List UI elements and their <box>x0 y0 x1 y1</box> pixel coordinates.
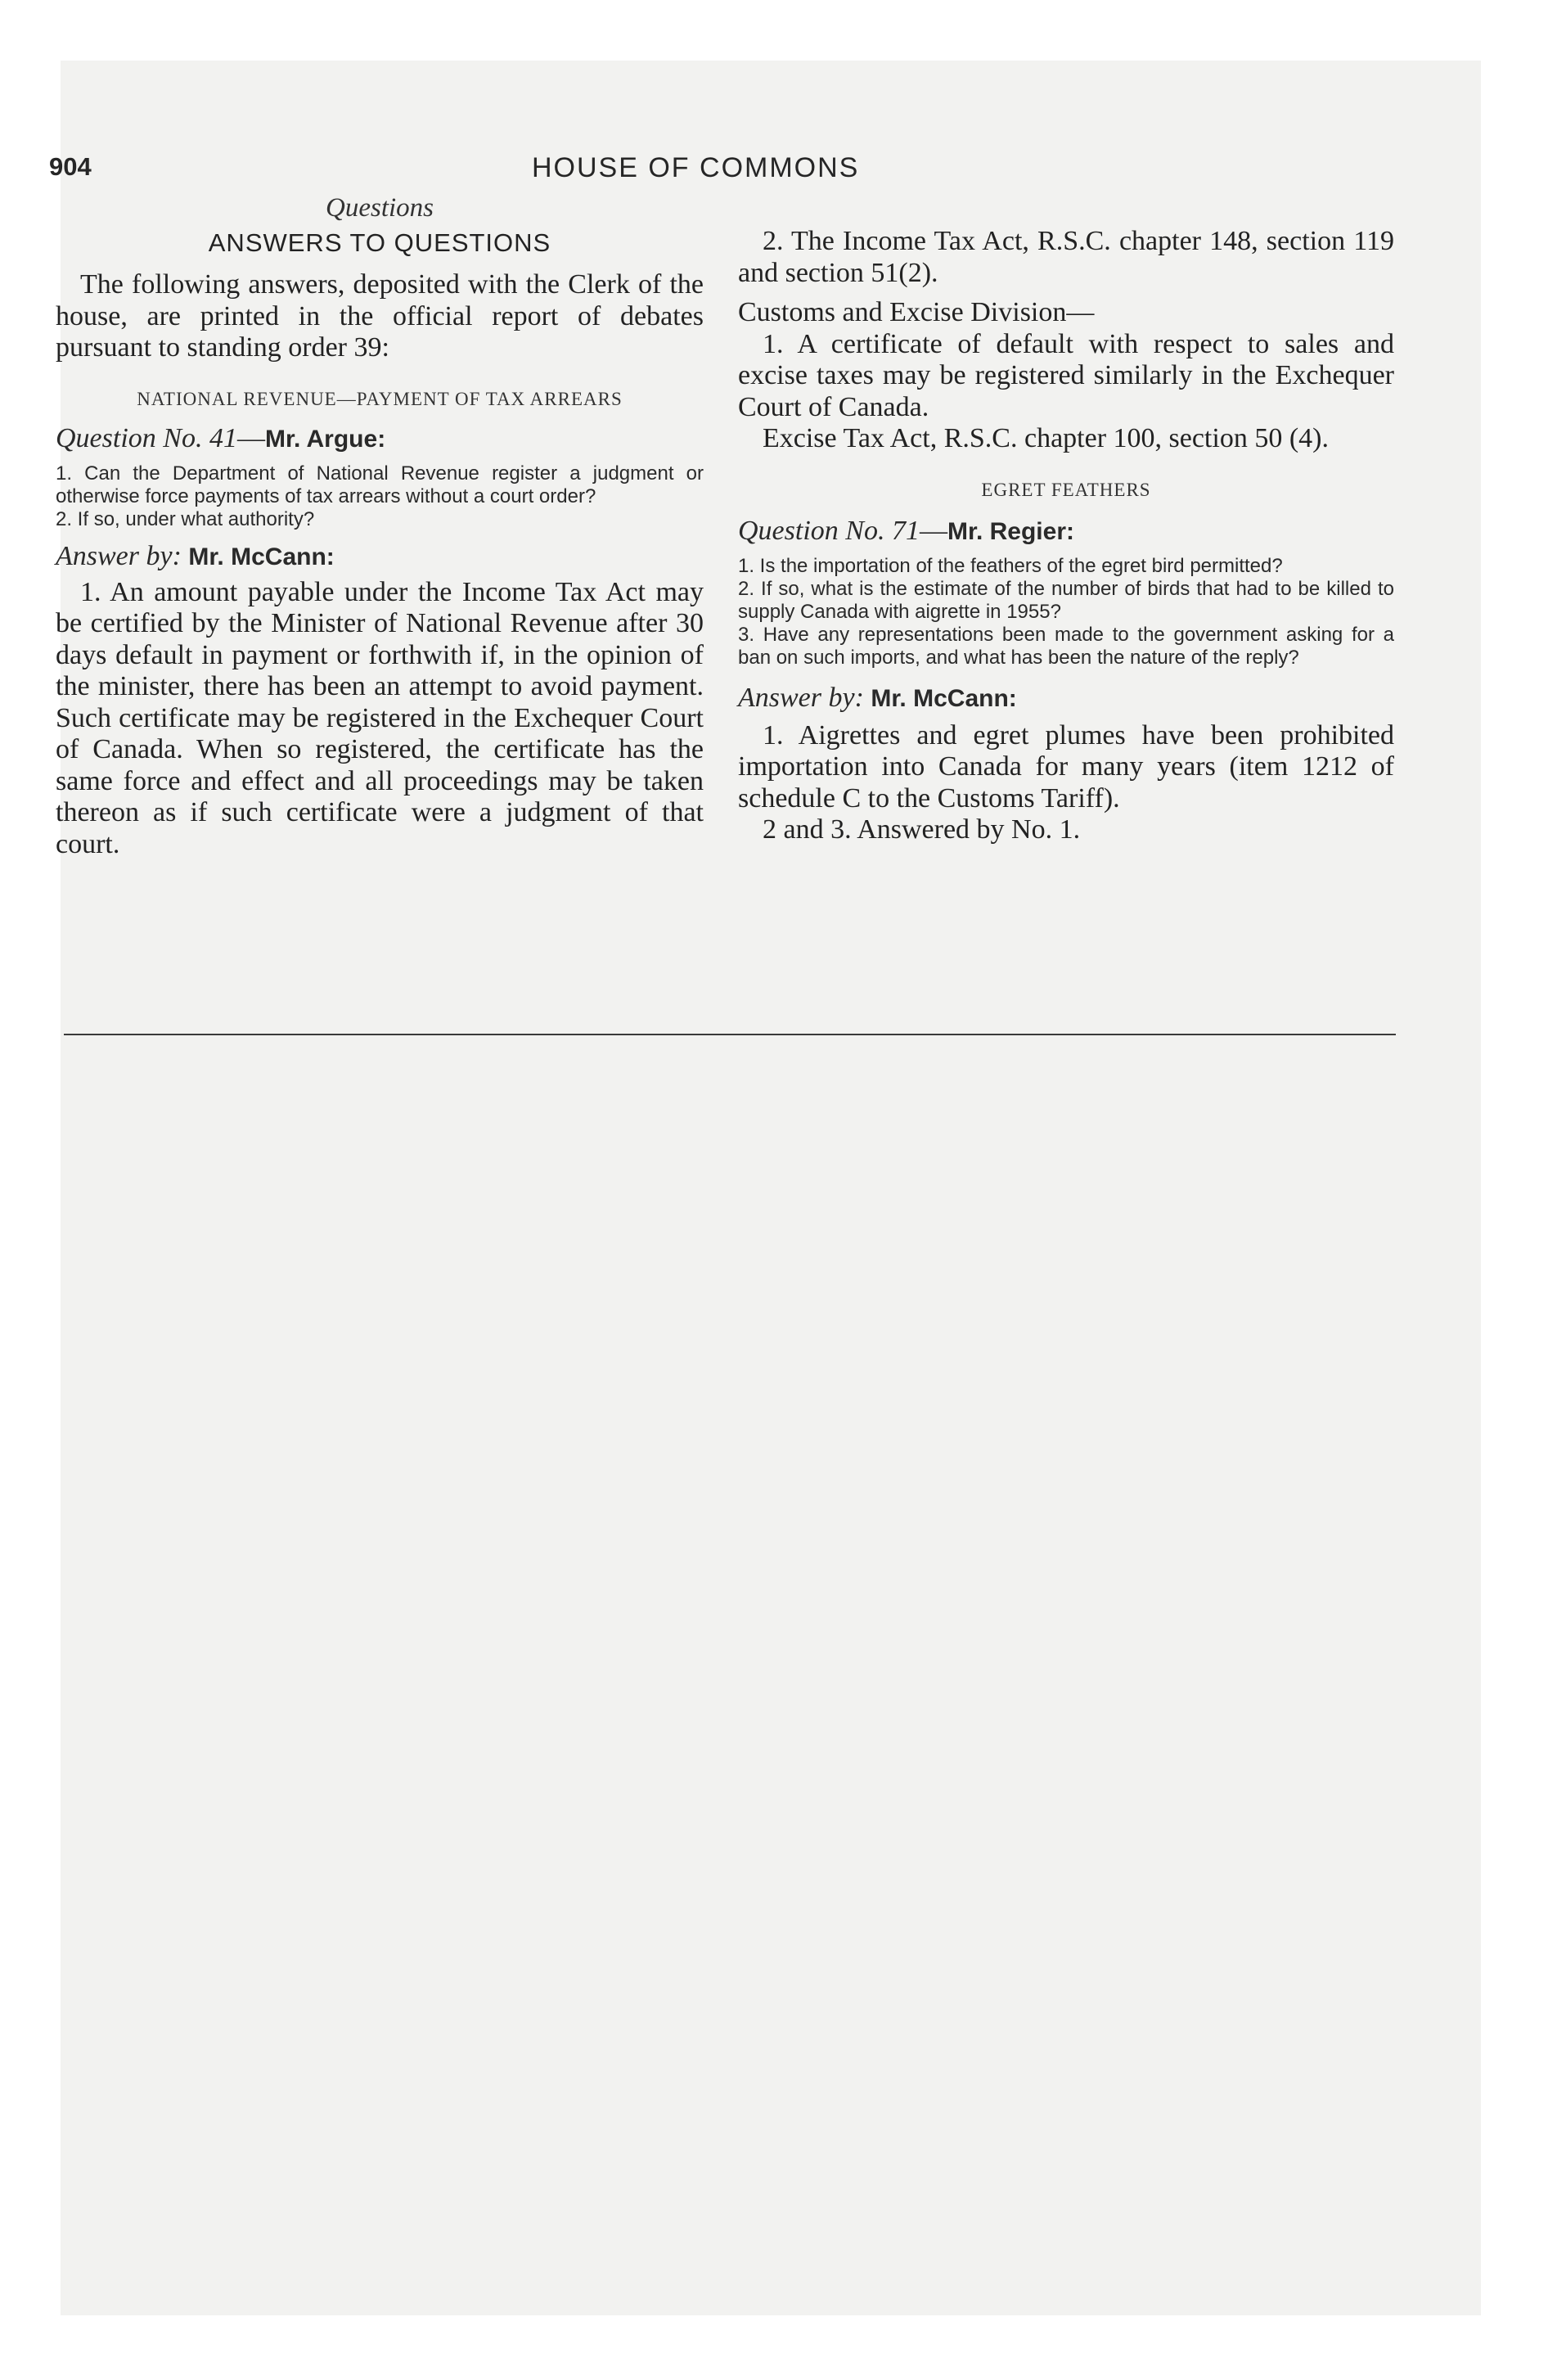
question-71-item-3: 3. Have any representations been made to the government asking for a ban on such imports, and what has been the nature of the reply? <box>738 623 1394 669</box>
page-number: 904 <box>49 152 92 181</box>
answer-71-paragraph-23: 2 and 3. Answered by No. 1. <box>763 814 1081 845</box>
question-71-heading <box>738 516 1394 547</box>
customs-paragraph-1: 1. A certificate of default with respect to sales and excise taxes may be registered similarly in the Exchequer Court of Canada. <box>738 328 1394 422</box>
answer-71-paragraph-1: 1. Aigrettes and egret plumes have been prohibited importation into Canada for many years (item 1212 of schedule C to the Customs Tariff). <box>738 719 1394 814</box>
question-71-item-2: 2. If so, what is the estimate of the number of birds that had to be killed to supply Canada with aigrette in 1955? <box>738 577 1394 623</box>
section-divider-rule <box>64 1034 1396 1035</box>
question-41-heading <box>56 423 704 454</box>
left-column <box>56 193 704 860</box>
page-title: HOUSE OF COMMONS <box>532 152 860 183</box>
answer-71-heading <box>738 683 1394 714</box>
customs-paragraph-2: Excise Tax Act, R.S.C. chapter 100, section 50 (4). <box>763 423 1329 453</box>
running-header <box>49 152 893 190</box>
topic-heading-egret: EGRET FEATHERS <box>981 479 1151 500</box>
topic-heading-tax-arrears: NATIONAL REVENUE—PAYMENT OF TAX ARREARS <box>137 388 623 409</box>
answer-41-paragraph-1: 1. An amount payable under the Income Tax Act may be certified by the Minister of National Revenue after 30 days default in payment or forthwith if, in the opinion of the minister, there has been an attempt to avoid payment. Such certificate may be registered in the Exchequer Court of Canada. When so registered, the certificate has the same force and effect and all proceedings may be taken thereon as if such certificate were a judgment of that court. <box>56 576 704 859</box>
answer-41-heading <box>56 541 704 572</box>
right-column <box>738 193 1394 846</box>
intro-paragraph: The following answers, deposited with the Clerk of the house, are printed in the official report of debates pursuant to standing order 39: <box>56 269 704 363</box>
question-41-label: Question No. 41 <box>56 422 237 453</box>
question-41-member: Mr. Argue: <box>264 425 386 453</box>
question-71-dash: — <box>919 515 947 546</box>
question-71-label: Question No. 71 <box>738 515 920 546</box>
question-41-item-1: 1. Can the Department of National Revenue register a judgment or otherwise force payments of tax arrears without a court order? <box>56 462 704 507</box>
section-label: Questions <box>326 193 434 223</box>
answer-71-label: Answer by: <box>738 682 864 713</box>
answer-71-member: Mr. McCann: <box>871 684 1017 712</box>
customs-division-heading: Customs and Excise Division— <box>738 297 1095 327</box>
answer-41-label: Answer by: <box>56 540 182 571</box>
answer-41-member: Mr. McCann: <box>188 543 335 570</box>
answer-41-paragraph-2: 2. The Income Tax Act, R.S.C. chapter 148, section 119 and section 51(2). <box>738 226 1394 288</box>
question-71-member: Mr. Regier: <box>947 517 1074 545</box>
section-heading: ANSWERS TO QUESTIONS <box>208 228 551 257</box>
question-41-dash: — <box>236 422 265 453</box>
question-71-item-1: 1. Is the importation of the feathers of the egret bird permitted? <box>738 554 1283 577</box>
question-41-item-2: 2. If so, under what authority? <box>56 507 315 530</box>
